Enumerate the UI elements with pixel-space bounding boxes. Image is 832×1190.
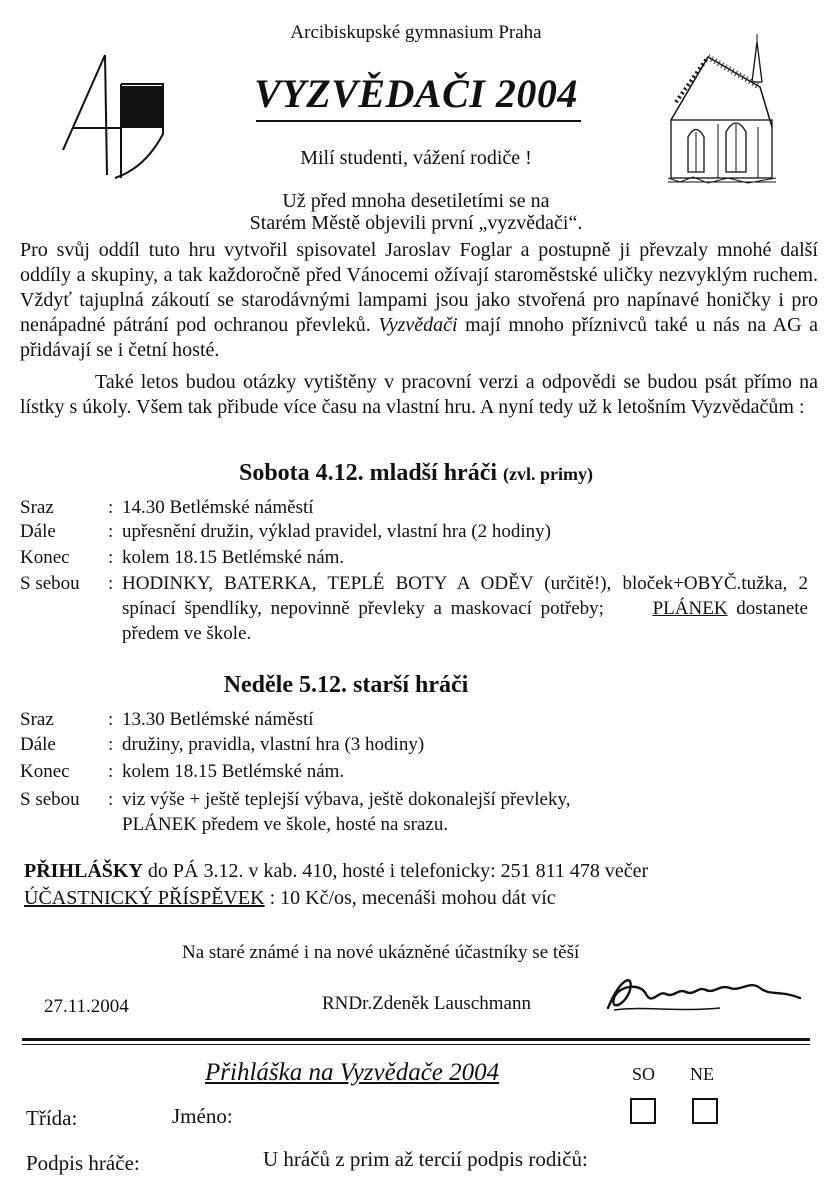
parent-signature-note: U hráčů z prim až tercií podpis rodičů:	[263, 1147, 588, 1171]
colon: :	[108, 497, 114, 518]
greeting: Milí studenti, vážení rodiče !	[300, 147, 532, 169]
signatory: RNDr.Zdeněk Lauschmann	[322, 993, 531, 1014]
sraz-label: Sraz	[20, 497, 54, 518]
registration-line	[24, 860, 648, 883]
closing-line: Na staré známé i na nové ukázněné účastníky se těší	[182, 942, 580, 963]
sunday-sebou-row	[20, 787, 820, 837]
konec-value: kolem 18.15 Betlémské nám.	[122, 547, 345, 568]
fee-line	[24, 887, 556, 910]
paragraph-1-italic: Vyzvědači	[378, 314, 458, 336]
registration-text: do PÁ 3.12. v kab. 410, hosté i telefonicky: 251 811 478 večer	[142, 860, 649, 882]
form-title: Přihláška na Vyzvědače 2004	[205, 1059, 500, 1086]
ne-checkbox[interactable]	[692, 1098, 718, 1124]
signature-icon	[600, 968, 810, 1028]
signature	[600, 968, 810, 1028]
cut-line-thin	[22, 1044, 810, 1045]
colon: :	[108, 547, 114, 568]
sebou-value	[122, 787, 820, 837]
konec-value: kolem 18.15 Betlémské nám.	[122, 761, 345, 782]
sunday-sraz-row	[20, 708, 820, 732]
planek-label: PLÁNEK	[652, 598, 728, 619]
sraz-value: 13.30 Betlémské náměstí	[122, 709, 314, 730]
registration-label: PŘIHLÁŠKY	[24, 860, 143, 882]
trida-label: Třída:	[26, 1106, 78, 1130]
fee-label: ÚČASTNICKÝ PŘÍSPĚVEK	[24, 887, 265, 909]
colon: :	[108, 709, 114, 730]
intro-line-1: Už před mnoha desetiletími se na	[282, 190, 550, 212]
konec-label: Konec	[20, 761, 70, 782]
sebou-value	[122, 571, 808, 646]
saturday-konec-row	[20, 546, 820, 570]
intro-line-2: Starém Městě objevili první „vyzvědači“.	[249, 212, 583, 234]
dale-value: družiny, pravidla, vlastní hra (3 hodiny)	[122, 734, 425, 755]
dale-label: Dále	[20, 734, 56, 755]
saturday-heading-text: Sobota 4.12. mladší hráči	[238, 460, 498, 486]
title-underline	[256, 120, 581, 122]
sunday-konec-row	[20, 760, 820, 784]
colon: :	[108, 789, 114, 810]
colon: :	[108, 573, 114, 594]
fee-text: : 10 Kč/os, mecenáši mohou dát víc	[264, 887, 556, 909]
saturday-dale-row	[20, 520, 820, 544]
sraz-value: 14.30 Betlémské náměstí	[122, 497, 314, 518]
sebou-text: HODINKY, BATERKA, TEPLÉ BOTY A ODĚV (určitě!), bloček+OBYČ.tužka, 2 spínací špendlíky, nepovinně převleky a maskovací potřeby;	[122, 573, 808, 619]
sebou-label: S sebou	[20, 789, 80, 810]
school-name: Arcibiskupské gymnasium Praha	[290, 22, 542, 43]
paragraph-1-tail: mají mnoho příznivců také u nás na AG a přidávají se i četní hosté.	[20, 314, 819, 361]
konec-label: Konec	[20, 547, 70, 568]
saturday-heading-note: (zvl. primy)	[503, 464, 593, 484]
saturday-sraz-row	[20, 496, 820, 520]
so-checkbox[interactable]	[630, 1098, 656, 1124]
sraz-label: Sraz	[20, 709, 54, 730]
ne-label: NE	[690, 1064, 714, 1084]
page-title: VYZVĚDAČI 2004	[254, 71, 578, 116]
sunday-dale-row	[20, 733, 820, 757]
so-label: SO	[632, 1064, 656, 1084]
colon: :	[108, 734, 114, 755]
cut-line-thick	[22, 1038, 810, 1041]
sunday-heading: Neděle 5.12. starší hráči	[223, 672, 469, 698]
paragraph-1-text: Pro svůj oddíl tuto hru vytvořil spisovatel Jaroslav Foglar a postupně ji převzaly mnohé další oddíly a skupiny, a tak každoročně před Vánocemi ožívají staroměstské uličky nezvyklým ruchem. Vždyť tajuplná zákoutí se starodávnými lampami jsou jako stvořená pro napínavé honičky i pro nenápadné pátrání pod ochranou převleků.	[20, 239, 818, 336]
saturday-heading	[0, 460, 832, 487]
colon: :	[108, 521, 114, 542]
colon: :	[108, 761, 114, 782]
player-signature-label: Podpis hráče:	[26, 1151, 140, 1175]
planek-tail: dostanete předem ve škole.	[122, 598, 808, 644]
paragraph-1	[20, 238, 818, 363]
dale-label: Dále	[20, 521, 56, 542]
sebou-line-1: viz výše + ještě teplejší výbava, ještě dokonalejší převleky,	[122, 789, 571, 810]
sebou-line-2: PLÁNEK předem ve škole, hosté na srazu.	[122, 814, 449, 835]
dale-value: upřesnění družin, výklad pravidel, vlastní hra (2 hodiny)	[122, 521, 551, 542]
jmeno-label: Jméno:	[172, 1104, 233, 1128]
cut-line	[22, 1038, 810, 1045]
date: 27.11.2004	[44, 996, 129, 1017]
sebou-label: S sebou	[20, 573, 80, 594]
saturday-sebou-row	[20, 571, 820, 643]
paragraph-2: Také letos budou otázky vytištěny v pracovní verzi a odpovědi se budou psát přímo na lístky s úkoly. Všem tak přibude více času na vlastní hru. A nyní tedy už k letošním Vyzvědačům :	[20, 371, 818, 418]
